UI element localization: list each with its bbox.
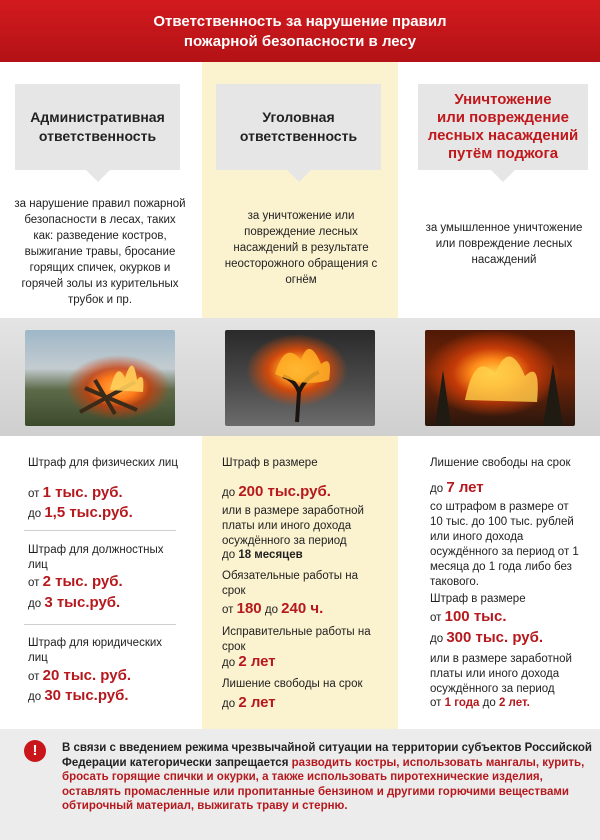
arson-prison-value: 7 лет [446,479,484,496]
description-administrative: за нарушение правил пожарной безопасности в лесах, таких как: разведение костров, выжигание травы, бросание горящих спичек, окурков и горячей золы из курительных трубок и пр. [14,198,186,306]
arson-prison-label: Лишение свободы на срок [430,457,571,469]
admin-divider-2 [24,624,176,625]
admin-individuals-from [28,484,123,501]
criminal-mandatory-from-prefix: от [222,604,234,616]
admin-legal-from-value: 20 тыс. руб. [42,667,132,684]
arson-income-from-prefix: от [430,697,442,709]
criminal-income [222,549,303,561]
arson-prison-note: со штрафом в размере от 10 тыс. до 100 тыс. рублей или иного дохода осуждённого за период от 1 месяца до 1 года либо без такового. [430,501,579,588]
admin-individuals-to [28,504,133,521]
arson-fine-to-value: 300 тыс. руб. [446,629,544,646]
admin-divider-1 [24,530,176,531]
admin-legal-from-prefix: от [28,671,40,683]
category-arson-line2: или повреждение [436,109,569,126]
warning-icon: ! [24,740,46,762]
criminal-correctional-label: Исправительные работы на срок [222,626,371,653]
admin-individuals-to-value: 1,5 тыс.руб. [44,504,133,521]
category-criminal-line1: Уголовная [262,109,335,125]
page-header [0,0,600,62]
footer-text-red: разводить костры, использовать мангалы, курить, бросать горящие спички и окурки, а также использовать пиротехнические изделия, оставлять промасленные или пропитанные бензином и другими горючими веществами обтирочный материал, выжигать траву и стерню. [62,756,585,812]
criminal-fine-value: 200 тыс.руб. [238,483,331,500]
criminal-prison-label: Лишение свободы на срок [222,678,363,690]
criminal-mandatory-to-prefix: до [264,604,278,616]
category-arson-line4: путём поджога [447,145,559,162]
admin-officials-to-value: 3 тыс.руб. [44,594,121,611]
campfire-photo [25,330,175,426]
admin-individuals-from-prefix: от [28,488,40,500]
criminal-correctional-value: 2 лет [238,653,276,670]
arson-income-text: или в размере заработной платы или иного дохода осуждённого за период [430,653,572,695]
criminal-prison-value: 2 лет [238,694,276,711]
arson-prison-prefix: до [430,483,444,495]
category-arson-line1: Уничтожение [454,91,552,108]
category-administrative-line2: ответственность [38,128,157,144]
admin-individuals-to-prefix: до [28,508,42,520]
admin-legal-to-value: 30 тыс.руб. [44,687,129,704]
title-line-2: пожарной безопасности в лесу [183,33,417,50]
arson-income-to-value: 2 лет. [498,697,530,709]
admin-officials-to [28,594,120,611]
footer-text [62,741,592,814]
category-administrative-line1: Административная [30,109,165,125]
criminal-income-value: 18 месяцев [238,549,303,561]
criminal-income-prefix: до [222,549,236,561]
admin-officials-from-value: 2 тыс. руб. [42,573,123,590]
admin-officials-label: Штраф для должностных лиц [28,544,164,571]
arson-fine-from [430,608,507,625]
criminal-prison [222,694,276,711]
category-arson-line3: лесных насаждений [427,127,579,144]
description-arson: за умышленное уничтожение или повреждение лесных насаждений [425,222,583,266]
arson-fine-label: Штраф в размере [430,593,526,605]
arson-prison [430,479,484,496]
category-arson [418,84,588,170]
footer-text-black: В связи с введением режима чрезвычайной ситуации на территории субъектов Российской Федерации категорически запрещается [62,742,592,769]
forest-fire-photo [425,330,575,426]
arson-fine-to [430,629,543,646]
burning-tree-photo [225,330,375,426]
category-criminal-line2: ответственность [239,128,358,144]
criminal-mandatory-from-value: 180 [236,600,262,617]
description-criminal: за уничтожение или повреждение лесных насаждений в результате неосторожного обращения с огнём [224,210,378,286]
criminal-fine [222,483,331,500]
admin-individuals-label: Штраф для физических лиц [28,457,178,469]
criminal-fine-prefix: до [222,487,236,499]
arson-fine-to-prefix: до [430,633,444,645]
admin-legal-label: Штраф для юридических лиц [28,637,163,664]
criminal-correctional-prefix: до [222,657,236,669]
criminal-mandatory [222,600,323,617]
criminal-mandatory-label: Обязательные работы на срок [222,570,358,597]
criminal-income-text: или в размере заработной платы или иного дохода осуждённого за период [222,505,364,547]
criminal-mandatory-to-value: 240 ч. [281,600,324,617]
title-line-1: Ответственность за нарушение правил [153,13,447,30]
admin-officials-to-prefix: до [28,598,42,610]
admin-legal-from [28,667,131,684]
criminal-fine-label: Штраф в размере [222,457,318,469]
arson-income-to-prefix: до [482,697,496,709]
admin-officials-from-prefix: от [28,577,40,589]
admin-individuals-from-value: 1 тыс. руб. [42,484,123,501]
category-criminal [216,84,381,170]
arson-income [430,697,530,709]
arson-income-from-value: 1 года [444,697,480,709]
category-administrative [15,84,180,170]
admin-legal-to [28,687,129,704]
criminal-correctional [222,653,276,670]
criminal-prison-prefix: до [222,698,236,710]
arson-fine-from-prefix: от [430,612,442,624]
arson-fine-from-value: 100 тыс. [444,608,507,625]
admin-officials-from [28,573,123,590]
admin-legal-to-prefix: до [28,691,42,703]
